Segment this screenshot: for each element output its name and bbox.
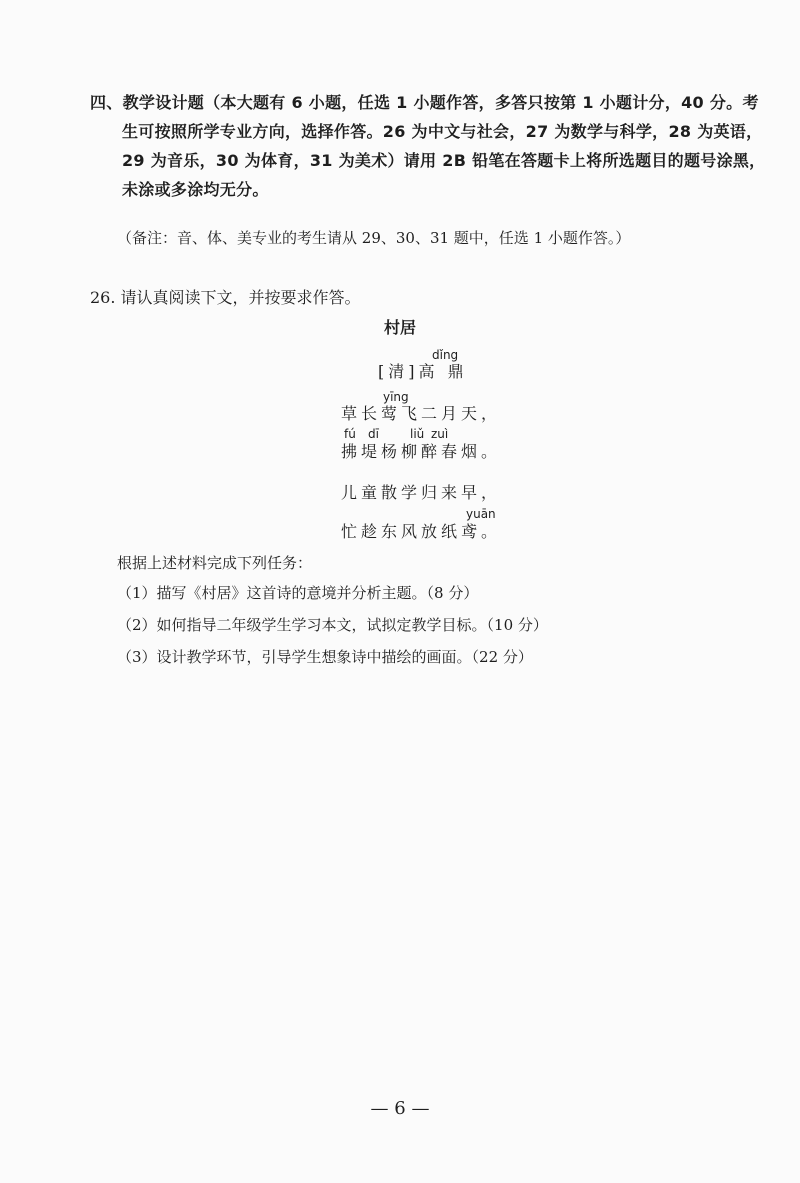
- author-pinyin: dǐng: [432, 348, 459, 362]
- poem-line-4-pinyin: yuān: [466, 507, 496, 521]
- section-four-heading: [90, 88, 766, 204]
- poem-line-2-pinyin: dī: [368, 427, 379, 441]
- task-item: （1）描写《村居》这首诗的意境并分析主题。（8 分）: [117, 584, 479, 602]
- poem-line-3: 儿童散学归来早，: [341, 483, 502, 502]
- task-item: （2）如何指导二年级学生学习本文，试拟定教学目标。（10 分）: [117, 616, 548, 634]
- poem-title: 村居: [383, 318, 416, 337]
- poem-author: [清]高 鼎: [378, 362, 468, 381]
- task-item: （3）设计教学环节，引导学生想象诗中描绘的画面。（22 分）: [117, 648, 533, 666]
- poem-line-1: 草长莺飞二月天，: [341, 404, 502, 423]
- poem-line-2: 拂堤杨柳醉春烟。: [341, 442, 502, 461]
- section-heading-line: 生可按照所学专业方向，选择作答。26 为中文与社会，27 为数学与科学，28 为英语，: [122, 122, 763, 141]
- section-note: （备注：音、体、美专业的考生请从 29、30、31 题中，任选 1 小题作答。）: [117, 229, 631, 247]
- tasks-intro: 根据上述材料完成下列任务：: [117, 554, 313, 572]
- page-number: — 6 —: [370, 1098, 430, 1119]
- poem-line-2-pinyin: zuì: [431, 427, 449, 441]
- poem-line-4: 忙趁东风放纸鸢。: [341, 522, 502, 541]
- question-26-intro: 26. 请认真阅读下文，并按要求作答。: [90, 288, 361, 307]
- poem-line-2-pinyin: fú: [344, 427, 356, 441]
- section-heading-line: 四、教学设计题（本大题有 6 小题，任选 1 小题作答，多答只按第 1 小题计分，40 分。考: [90, 93, 759, 112]
- section-heading-line: 未涂或多涂均无分。: [122, 180, 269, 199]
- poem-line-1-pinyin: yīng: [383, 390, 409, 404]
- section-heading-line: 29 为音乐，30 为体育，31 为美术）请用 2B 铅笔在答题卡上将所选题目的题号涂黑，: [122, 151, 766, 170]
- poem-line-2-pinyin: liǔ: [410, 427, 425, 441]
